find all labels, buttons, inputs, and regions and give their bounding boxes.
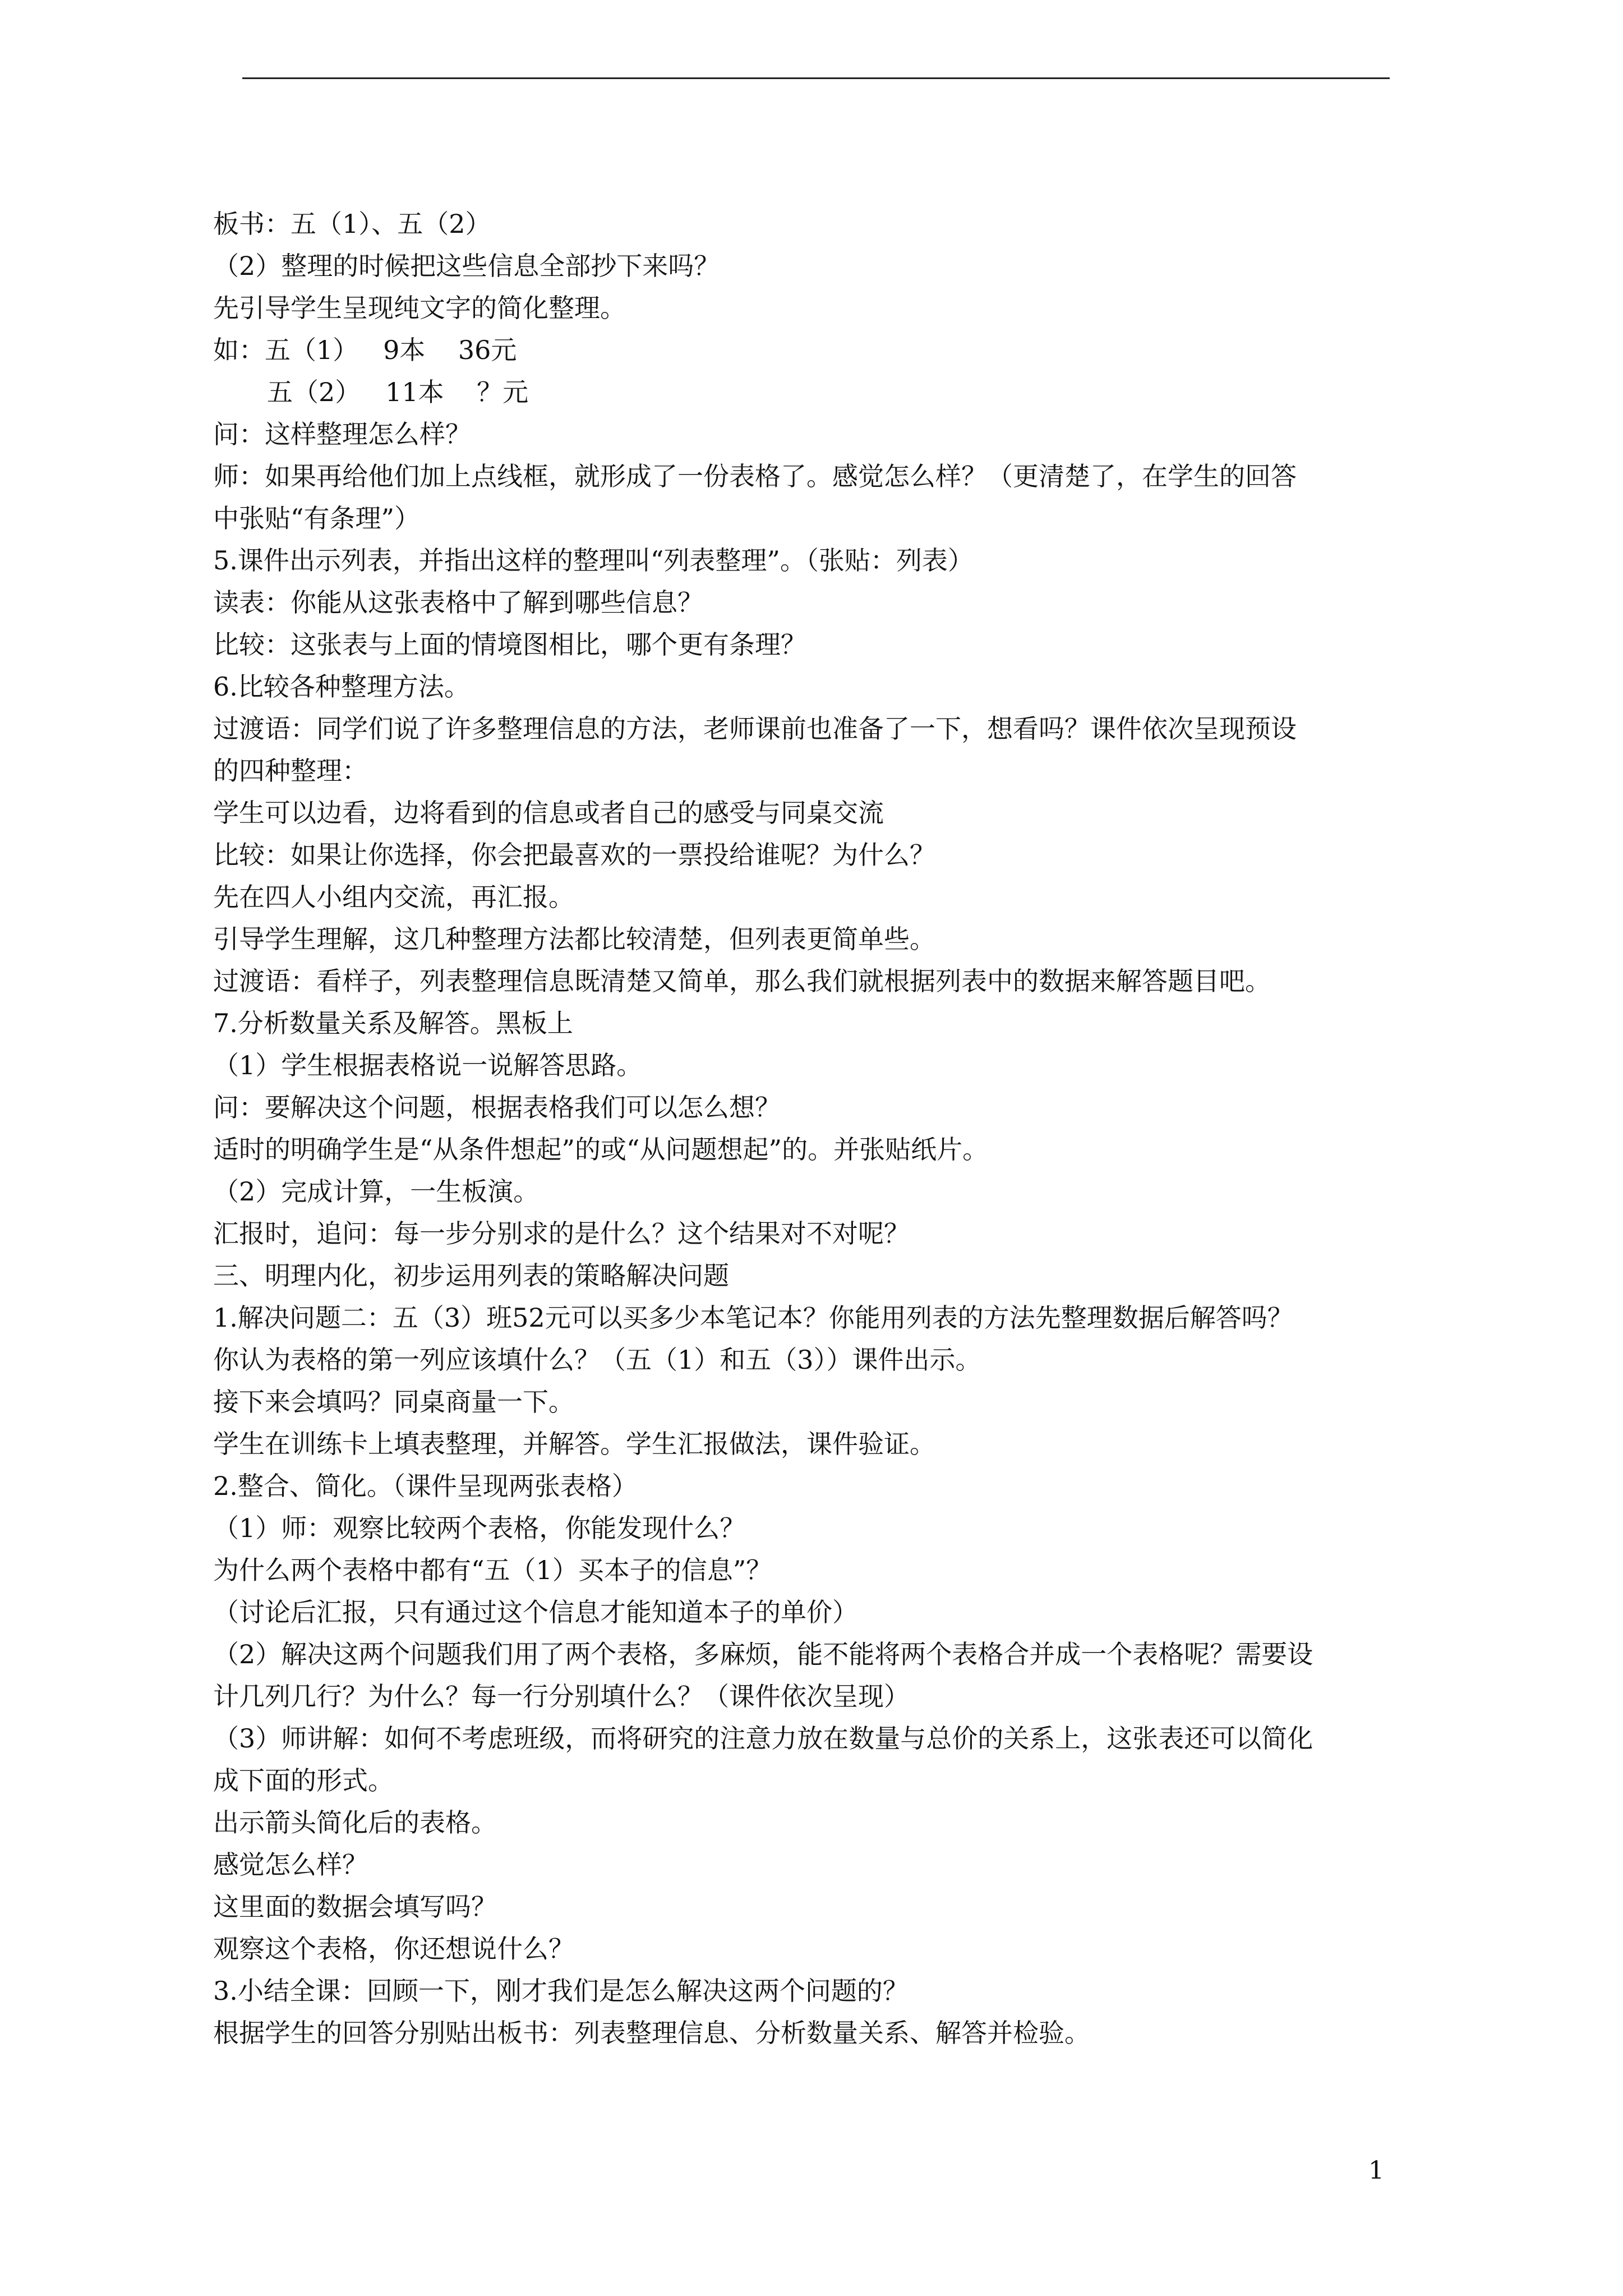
text-line: 汇报时，追问：每一步分别求的是什么？这个结果对不对呢？	[213, 1218, 910, 1249]
text-line: 感觉怎么样？	[213, 1849, 368, 1880]
text-line: 问：要解决这个问题，根据表格我们可以怎么想？	[213, 1092, 781, 1122]
text-line: （3）师讲解：如何不考虑班级，而将研究的注意力放在数量与总价的关系上，这张表还可以简化	[213, 1723, 1313, 1754]
text-line: 先在四人小组内交流，再汇报。	[213, 882, 574, 912]
text-line-indented: 五（2） 11本 ？元	[267, 377, 529, 407]
text-line: 先引导学生呈现纯文字的简化整理。	[213, 293, 626, 323]
text-line: 成下面的形式。	[213, 1765, 394, 1796]
document-body	[213, 203, 1424, 2054]
text-line: 5.课件出示列表，并指出这样的整理叫“列表整理”。（张贴：列表）	[213, 545, 974, 576]
text-line: 这里面的数据会填写吗？	[213, 1892, 497, 1922]
text-line: 比较：如果让你选择，你会把最喜欢的一票投给谁呢？为什么？	[213, 840, 935, 870]
text-line: 观察这个表格，你还想说什么？	[213, 1934, 574, 1964]
text-line: 1.解决问题二：五（3）班52元可以买多少本笔记本？你能用列表的方法先整理数据后解答吗？	[213, 1303, 1293, 1333]
text-line: （2）整理的时候把这些信息全部抄下来吗？	[213, 251, 720, 281]
text-line: 中张贴“有条理”）	[213, 503, 421, 533]
text-line: （2）解决这两个问题我们用了两个表格，多麻烦，能不能将两个表格合并成一个表格呢？需要设	[213, 1639, 1313, 1669]
text-line: 比较：这张表与上面的情境图相比，哪个更有条理？	[213, 629, 806, 660]
text-line: 学生可以边看，边将看到的信息或者自己的感受与同桌交流	[213, 798, 884, 828]
text-line: （1）师：观察比较两个表格，你能发现什么？	[213, 1513, 746, 1543]
text-line: 接下来会填吗？同桌商量一下。	[213, 1387, 574, 1417]
text-line: 3.小结全课：回顾一下，刚才我们是怎么解决这两个问题的？	[213, 1976, 909, 2006]
text-line: 适时的明确学生是“从条件想起”的或“从问题想起”的。并张贴纸片。	[213, 1134, 989, 1165]
text-line: 为什么两个表格中都有“五（1）买本子的信息”？	[213, 1555, 772, 1585]
text-line: 出示箭头简化后的表格。	[213, 1807, 497, 1838]
text-line: 你认为表格的第一列应该填什么？（五（1）和五（3））课件出示。	[213, 1345, 981, 1375]
text-line: 读表：你能从这张表格中了解到哪些信息？	[213, 587, 703, 618]
text-line: （1）学生根据表格说一说解答思路。	[213, 1050, 643, 1080]
text-line: 的四种整理：	[213, 756, 368, 786]
section-heading: 三、明理内化，初步运用列表的策略解决问题	[213, 1260, 729, 1291]
text-line: 问：这样整理怎么样？	[213, 419, 471, 449]
text-line: 2.整合、简化。（课件呈现两张表格）	[213, 1471, 638, 1501]
text-line: （2）完成计算，一生板演。	[213, 1176, 540, 1207]
text-line: 引导学生理解，这几种整理方法都比较清楚，但列表更简单些。	[213, 924, 935, 954]
text-line: 7.分析数量关系及解答。黑板上	[213, 1008, 573, 1038]
header-rule	[242, 77, 1390, 79]
text-line: （讨论后汇报，只有通过这个信息才能知道本子的单价）	[213, 1597, 858, 1627]
text-line: 6.比较各种整理方法。	[213, 671, 470, 702]
page-number: 1	[1368, 2156, 1384, 2185]
text-line: 如：五（1） 9本 36元	[213, 335, 517, 365]
text-line: 根据学生的回答分别贴出板书：列表整理信息、分析数量关系、解答并检验。	[213, 2018, 1090, 2048]
text-line: 师：如果再给他们加上点线框，就形成了一份表格了。感觉怎么样？（更清楚了，在学生的回答	[213, 461, 1297, 491]
text-line: 学生在训练卡上填表整理，并解答。学生汇报做法，课件验证。	[213, 1429, 935, 1459]
text-line: 板书：五（1）、五（2）	[213, 209, 491, 239]
text-line: 过渡语：看样子，列表整理信息既清楚又简单，那么我们就根据列表中的数据来解答题目吧。	[213, 966, 1271, 996]
text-line: 计几列几行？为什么？每一行分别填什么？（课件依次呈现）	[213, 1681, 910, 1711]
text-line: 过渡语：同学们说了许多整理信息的方法，老师课前也准备了一下，想看吗？课件依次呈现预设	[213, 714, 1297, 744]
